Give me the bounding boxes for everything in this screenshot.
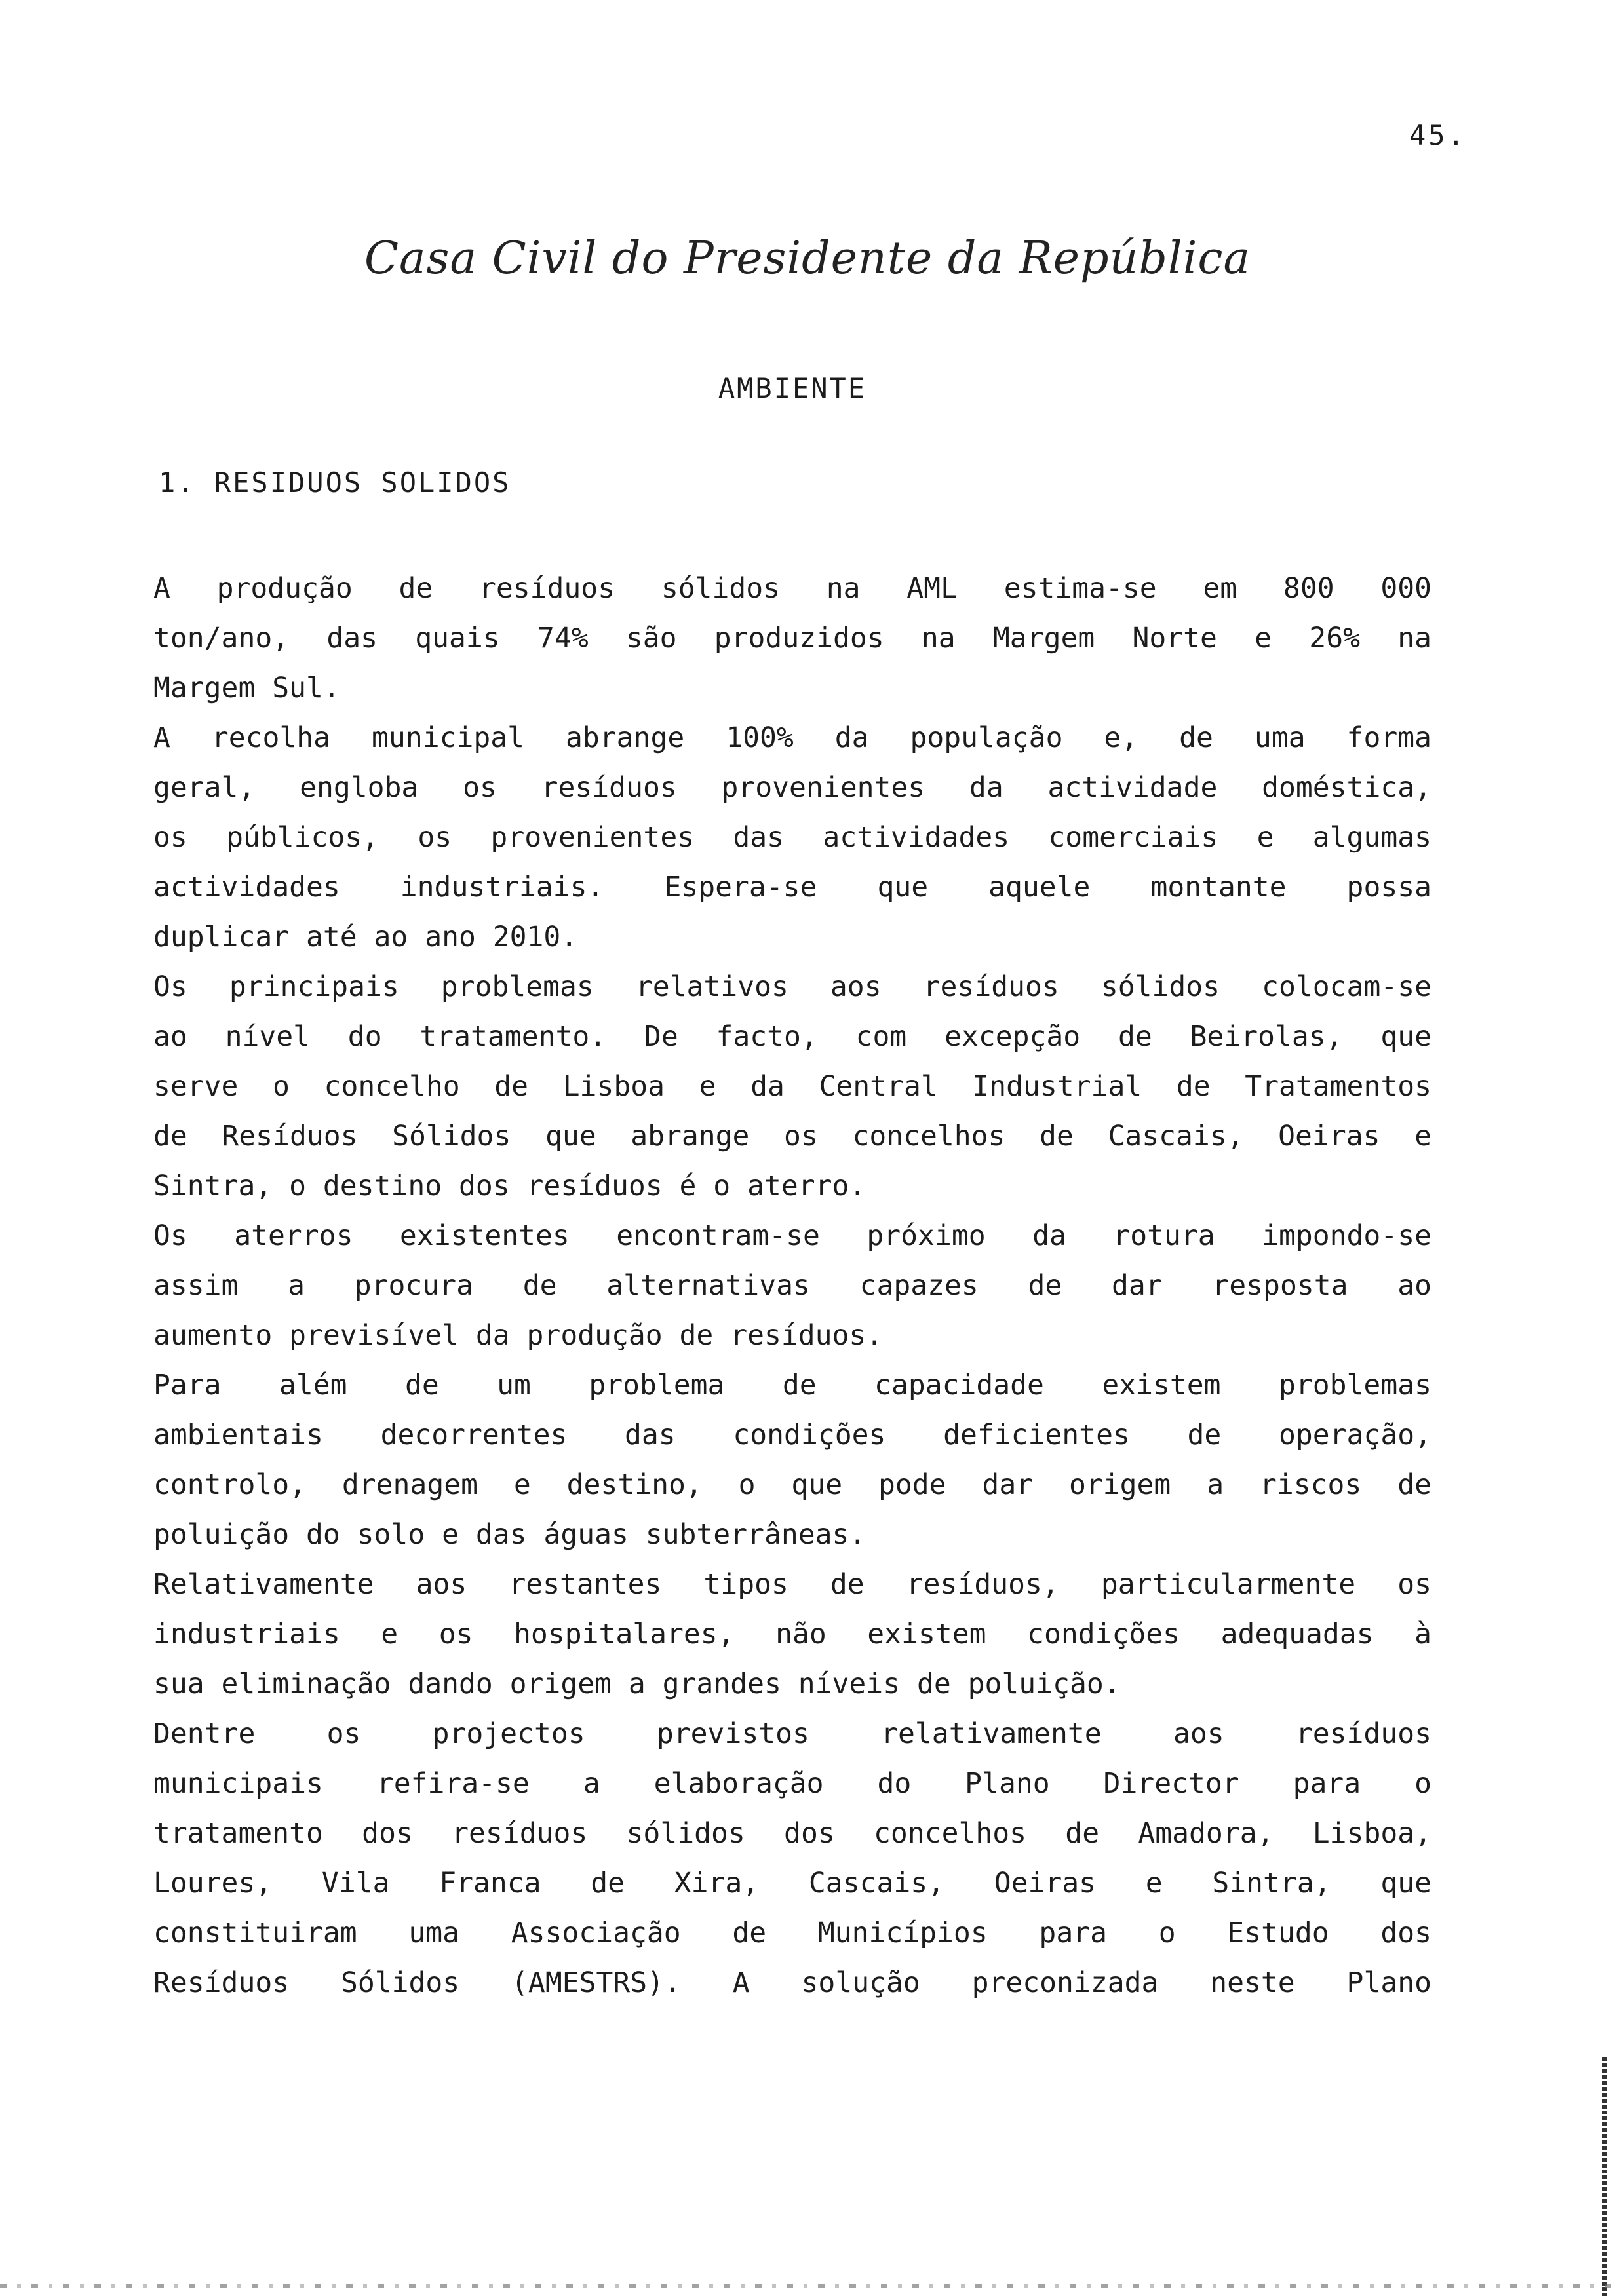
text-line: duplicar até ao ano 2010. [153, 921, 578, 953]
text-line: municipais refira-se a elaboração do Plano Director para o [153, 1767, 1431, 1800]
section-heading: 1. RESIDUOS SOLIDOS [159, 467, 511, 499]
text-line: controlo, drenagem e destino, o que pode dar origem a riscos de [153, 1468, 1431, 1501]
body-text [153, 564, 1431, 2008]
text-line: geral, engloba os resíduos provenientes da actividade doméstica, [153, 771, 1431, 804]
text-line: industriais e os hospitalares, não existem condições adequadas à [153, 1618, 1431, 1651]
text-line: de Resíduos Sólidos que abrange os concelhos de Cascais, Oeiras e [153, 1120, 1431, 1153]
text-line: os públicos, os provenientes das actividades comerciais e algumas [153, 821, 1431, 854]
text-line: Margem Sul. [153, 672, 340, 704]
document-title: AMBIENTE [718, 372, 867, 404]
text-line: A recolha municipal abrange 100% da população e, de uma forma [153, 721, 1431, 754]
text-line: A produção de resíduos sólidos na AML estima-se em 800 000 [153, 572, 1431, 605]
text-line: ambientais decorrentes das condições deficientes de operação, [153, 1419, 1431, 1451]
text-line: constituiram uma Associação de Municípios para o Estudo dos [153, 1917, 1431, 1949]
text-line: Os aterros existentes encontram-se próximo da rotura impondo-se [153, 1219, 1431, 1252]
text-line: ao nível do tratamento. De facto, com excepção de Beirolas, que [153, 1020, 1431, 1053]
text-line: tratamento dos resíduos sólidos dos concelhos de Amadora, Lisboa, [153, 1817, 1431, 1850]
text-line: aumento previsível da produção de resíduos. [153, 1319, 884, 1352]
text-line: poluição do solo e das águas subterrâneas. [153, 1518, 866, 1551]
text-line: actividades industriais. Espera-se que aquele montante possa [153, 871, 1431, 904]
text-line: serve o concelho de Lisboa e da Central Industrial de Tratamentos [153, 1070, 1431, 1103]
text-line: Dentre os projectos previstos relativamente aos resíduos [153, 1717, 1431, 1750]
text-line: Resíduos Sólidos (AMESTRS). A solução preconizada neste Plano [153, 1966, 1431, 1999]
letterhead: Casa Civil do Presidente da República [364, 233, 1251, 284]
page-number: 45. [1409, 119, 1467, 151]
scan-bottom-artifact [0, 2284, 1615, 2288]
text-line: Relativamente aos restantes tipos de resíduos, particularmente os [153, 1568, 1431, 1601]
text-line: sua eliminação dando origem a grandes níveis de poluição. [153, 1668, 1121, 1700]
text-line: assim a procura de alternativas capazes de dar resposta ao [153, 1269, 1431, 1302]
text-line: Para além de um problema de capacidade existem problemas [153, 1369, 1431, 1402]
scan-edge-artifact [1602, 2057, 1607, 2296]
text-line: Loures, Vila Franca de Xira, Cascais, Oeiras e Sintra, que [153, 1867, 1431, 1900]
text-line: Sintra, o destino dos resíduos é o aterro. [153, 1170, 866, 1202]
text-line: Os principais problemas relativos aos resíduos sólidos colocam-se [153, 970, 1431, 1003]
text-line: ton/ano, das quais 74% são produzidos na Margem Norte e 26% na [153, 622, 1431, 655]
